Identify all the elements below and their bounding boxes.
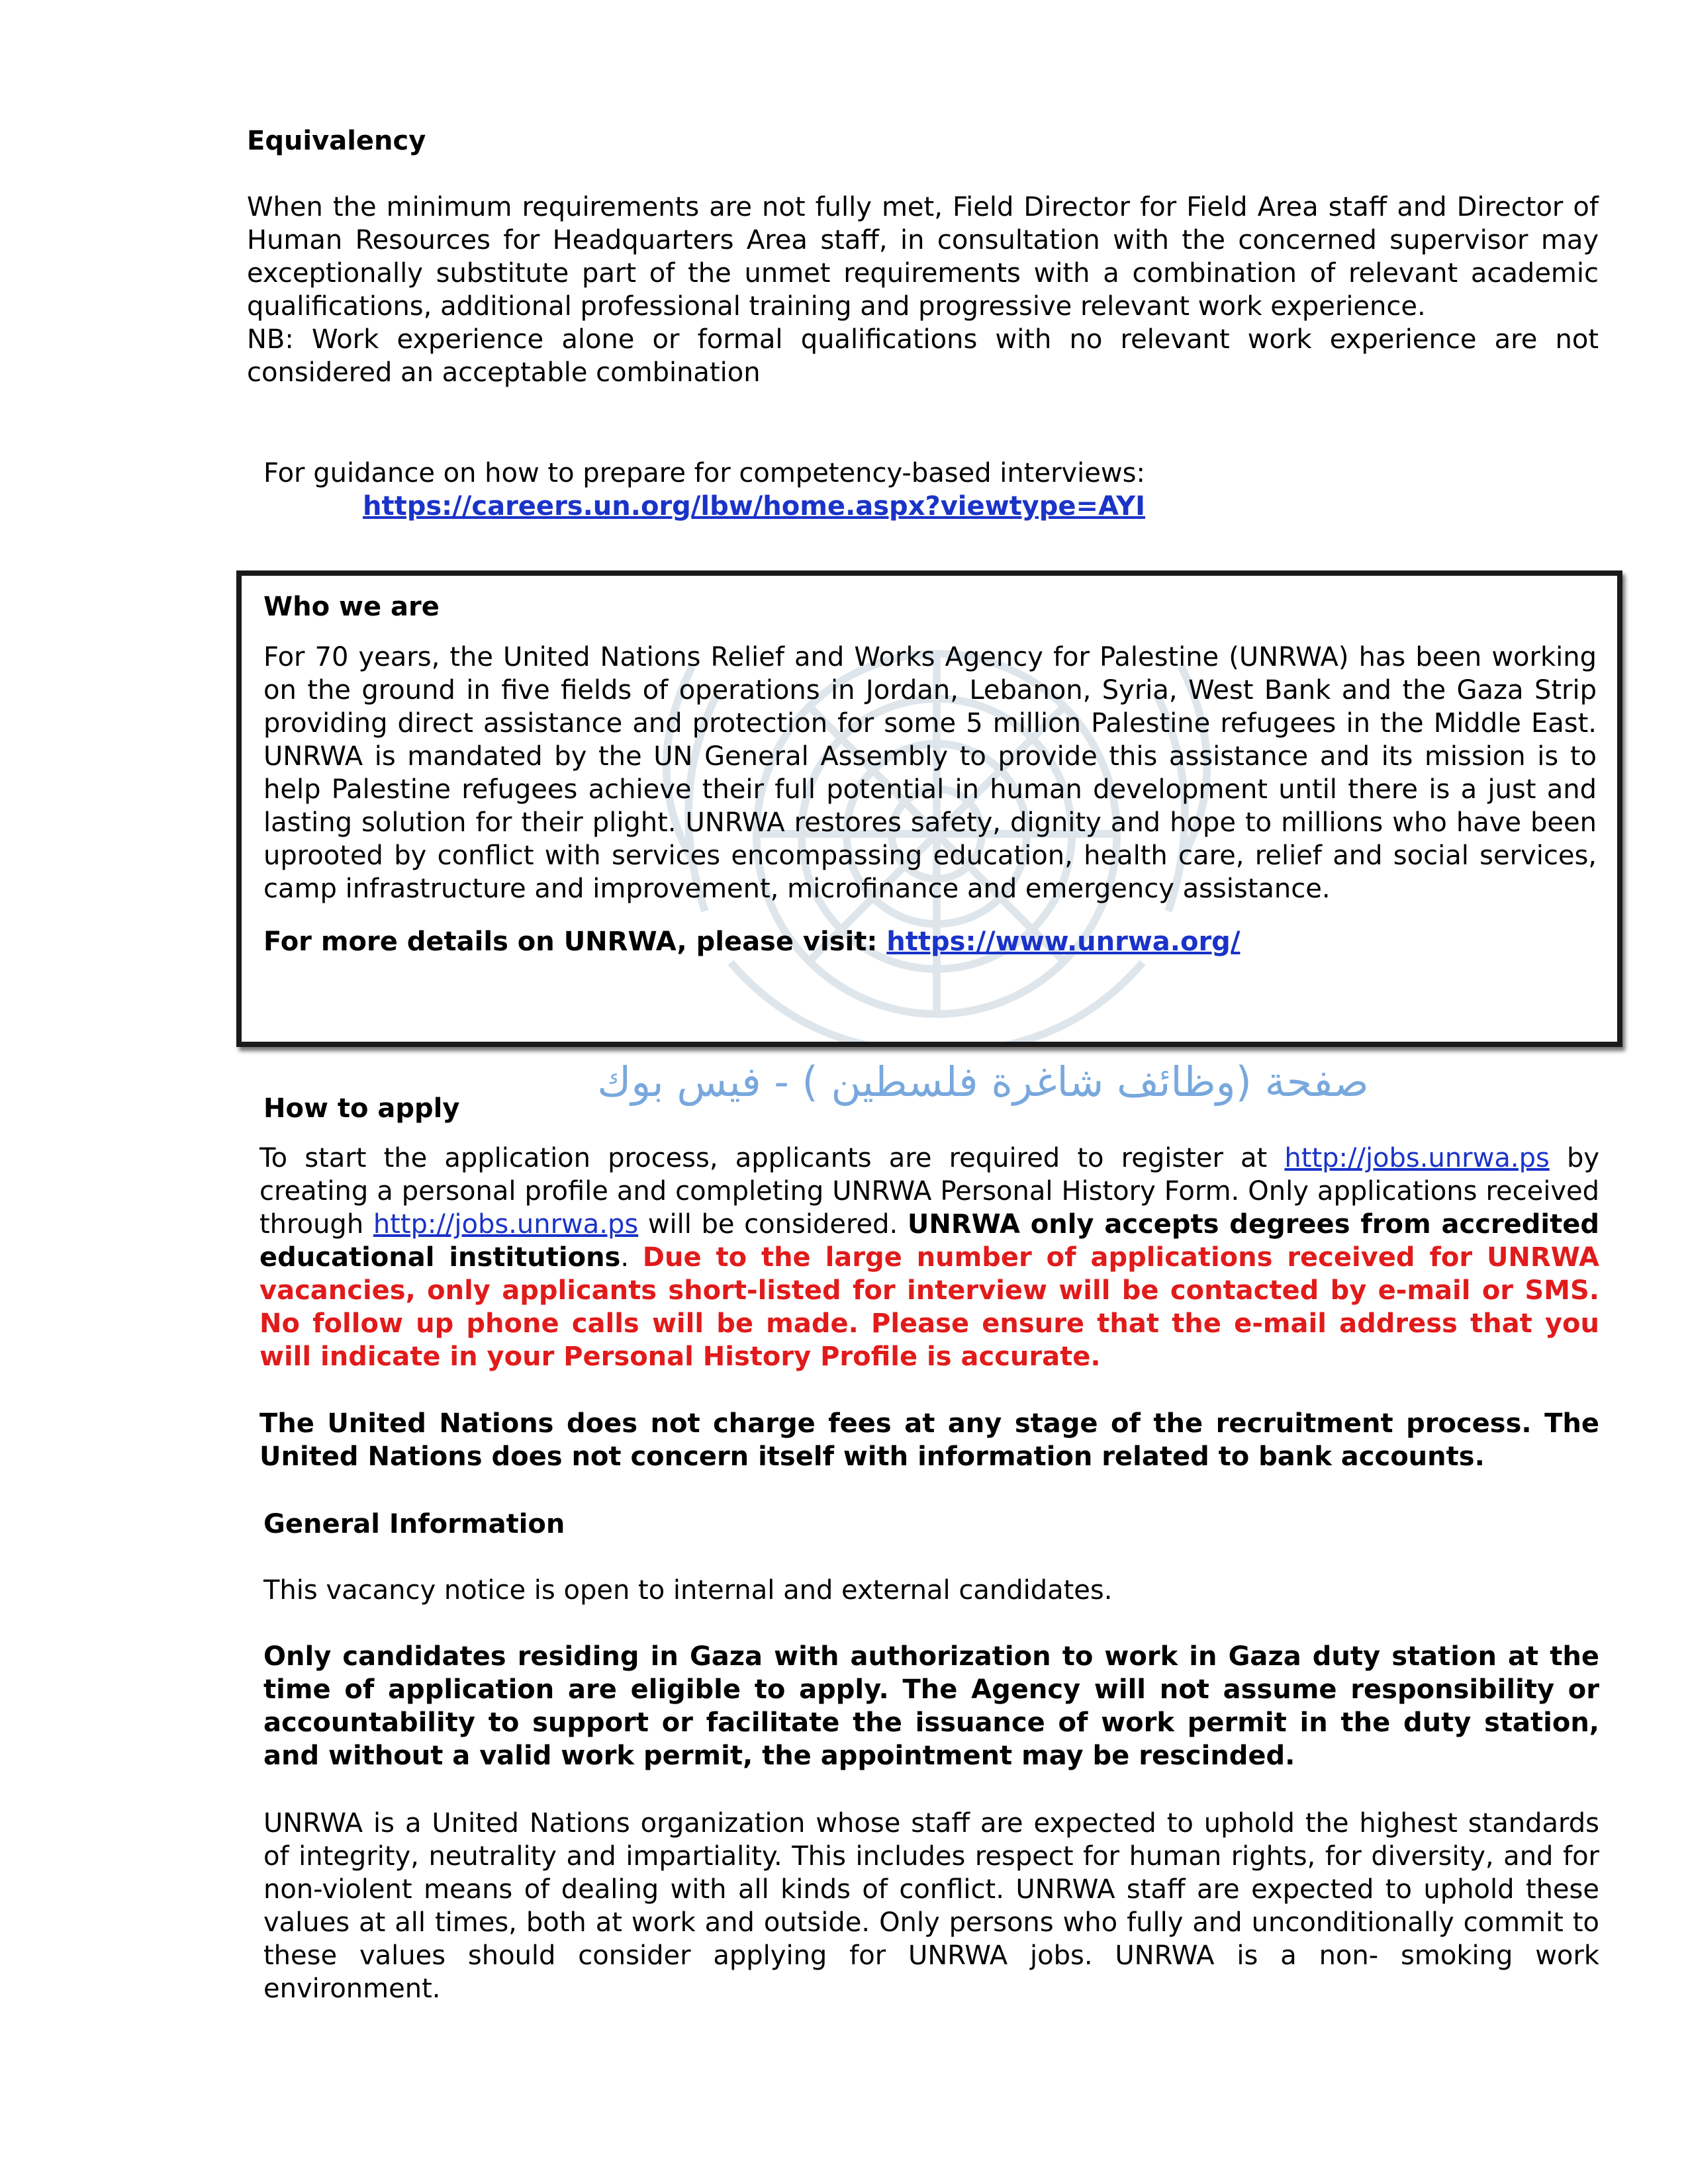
apply-text-2: by creating a personal profile and completing UNRWA Personal History Form. Only applications received through bbox=[259, 1143, 1600, 1240]
jobs-portal-link[interactable]: http://jobs.unrwa.ps bbox=[1284, 1143, 1550, 1173]
unrwa-website-link[interactable]: https://www.unrwa.org/ bbox=[886, 927, 1241, 957]
general-information-heading: General Information bbox=[263, 1509, 565, 1539]
equivalency-section bbox=[247, 124, 1599, 389]
guidance-section bbox=[263, 457, 1587, 523]
who-we-are-more bbox=[263, 925, 1597, 958]
more-details-label: For more details on UNRWA, please visit: bbox=[263, 927, 878, 957]
equivalency-paragraph: When the minimum requirements are not fully met, Field Director for Field Area staff and Director of Human Resources for Headquarters Area staff, in consultation with the concerned supervisor may exceptionally substitute part of the unmet requirements with a combination of relevant academic qualifications, additional professional training and progressive relevant work experience. bbox=[247, 192, 1599, 322]
equivalency-nb: NB: Work experience alone or formal qualifications with no relevant work experience are not considered an acceptable combination bbox=[247, 324, 1599, 388]
guidance-text: For guidance on how to prepare for competency-based interviews: bbox=[263, 458, 1145, 488]
guidance-link[interactable]: https://careers.un.org/lbw/home.aspx?viewtype=AYI bbox=[363, 491, 1146, 522]
apply-period: . bbox=[620, 1242, 630, 1273]
arabic-watermark-text: صفحة (وظائف شاغرة فلسطين ) - فيس بوك bbox=[597, 1058, 1369, 1106]
who-we-are-box bbox=[236, 570, 1622, 1047]
how-to-apply-heading: How to apply bbox=[263, 1093, 460, 1124]
who-we-are-paragraph: For 70 years, the United Nations Relief and Works Agency for Palestine (UNRWA) has been working on the ground in five fields of operations in Jordan, Lebanon, Syria, West Bank and the Gaza Strip providing direct assistance and protection for some 5 million Palestine refugees in the Middle East. UNRWA is mandated by the UN General Assembly to provide this assistance and its mission is to help Palestine refugees achieve their full potential in human development until there is a just and lasting solution for their plight. UNRWA restores safety, dignity and hope to millions who have been uprooted by conflict with services encompassing education, health care, relief and social services, camp infrastructure and improvement, microfinance and emergency assistance. bbox=[263, 642, 1597, 904]
apply-text-1: To start the application process, applicants are required to register at bbox=[259, 1143, 1268, 1173]
how-to-apply-paragraph bbox=[259, 1142, 1599, 1373]
open-candidates-notice: This vacancy notice is open to internal and external candidates. bbox=[263, 1575, 1113, 1606]
equivalency-heading: Equivalency bbox=[247, 126, 426, 156]
accredited-degrees-notice: UNRWA only accepts degrees from accredited educational institutions bbox=[259, 1209, 1599, 1273]
who-we-are-content bbox=[263, 590, 1597, 958]
who-we-are-heading: Who we are bbox=[263, 592, 440, 622]
fees-notice: The United Nations does not charge fees at any stage of the recruitment process. The United Nations does not concern itself with information related to bank accounts. bbox=[259, 1408, 1599, 1472]
gaza-eligibility-notice: Only candidates residing in Gaza with authorization to work in Gaza duty station at the time of application are eligible to apply. The Agency will not assume responsibility or accountability to support or facilitate the issuance of work permit in the duty station, and without a valid work permit, the appointment may be rescinded. bbox=[263, 1641, 1599, 1771]
apply-text-3: will be considered. bbox=[647, 1209, 898, 1240]
unrwa-values-paragraph: UNRWA is a United Nations organization whose staff are expected to uphold the highest standards of integrity, neutrality and impartiality. This includes respect for human rights, for diversity, and for non-violent means of dealing with all kinds of conflict. UNRWA staff are expected to uphold these values at all times, both at work and outside. Only persons who fully and unconditionally commit to these values should consider applying for UNRWA jobs. UNRWA is a non- smoking work environment. bbox=[263, 1808, 1599, 2004]
shortlist-contact-alert: Due to the large number of applications received for UNRWA vacancies, only applicants short-listed for interview will be contacted by e-mail or SMS. No follow up phone calls will be made. Please ensure that the e-mail address that you will indicate in your Personal History Profile is accurate. bbox=[259, 1242, 1599, 1372]
jobs-portal-link-2[interactable]: http://jobs.unrwa.ps bbox=[373, 1209, 639, 1240]
